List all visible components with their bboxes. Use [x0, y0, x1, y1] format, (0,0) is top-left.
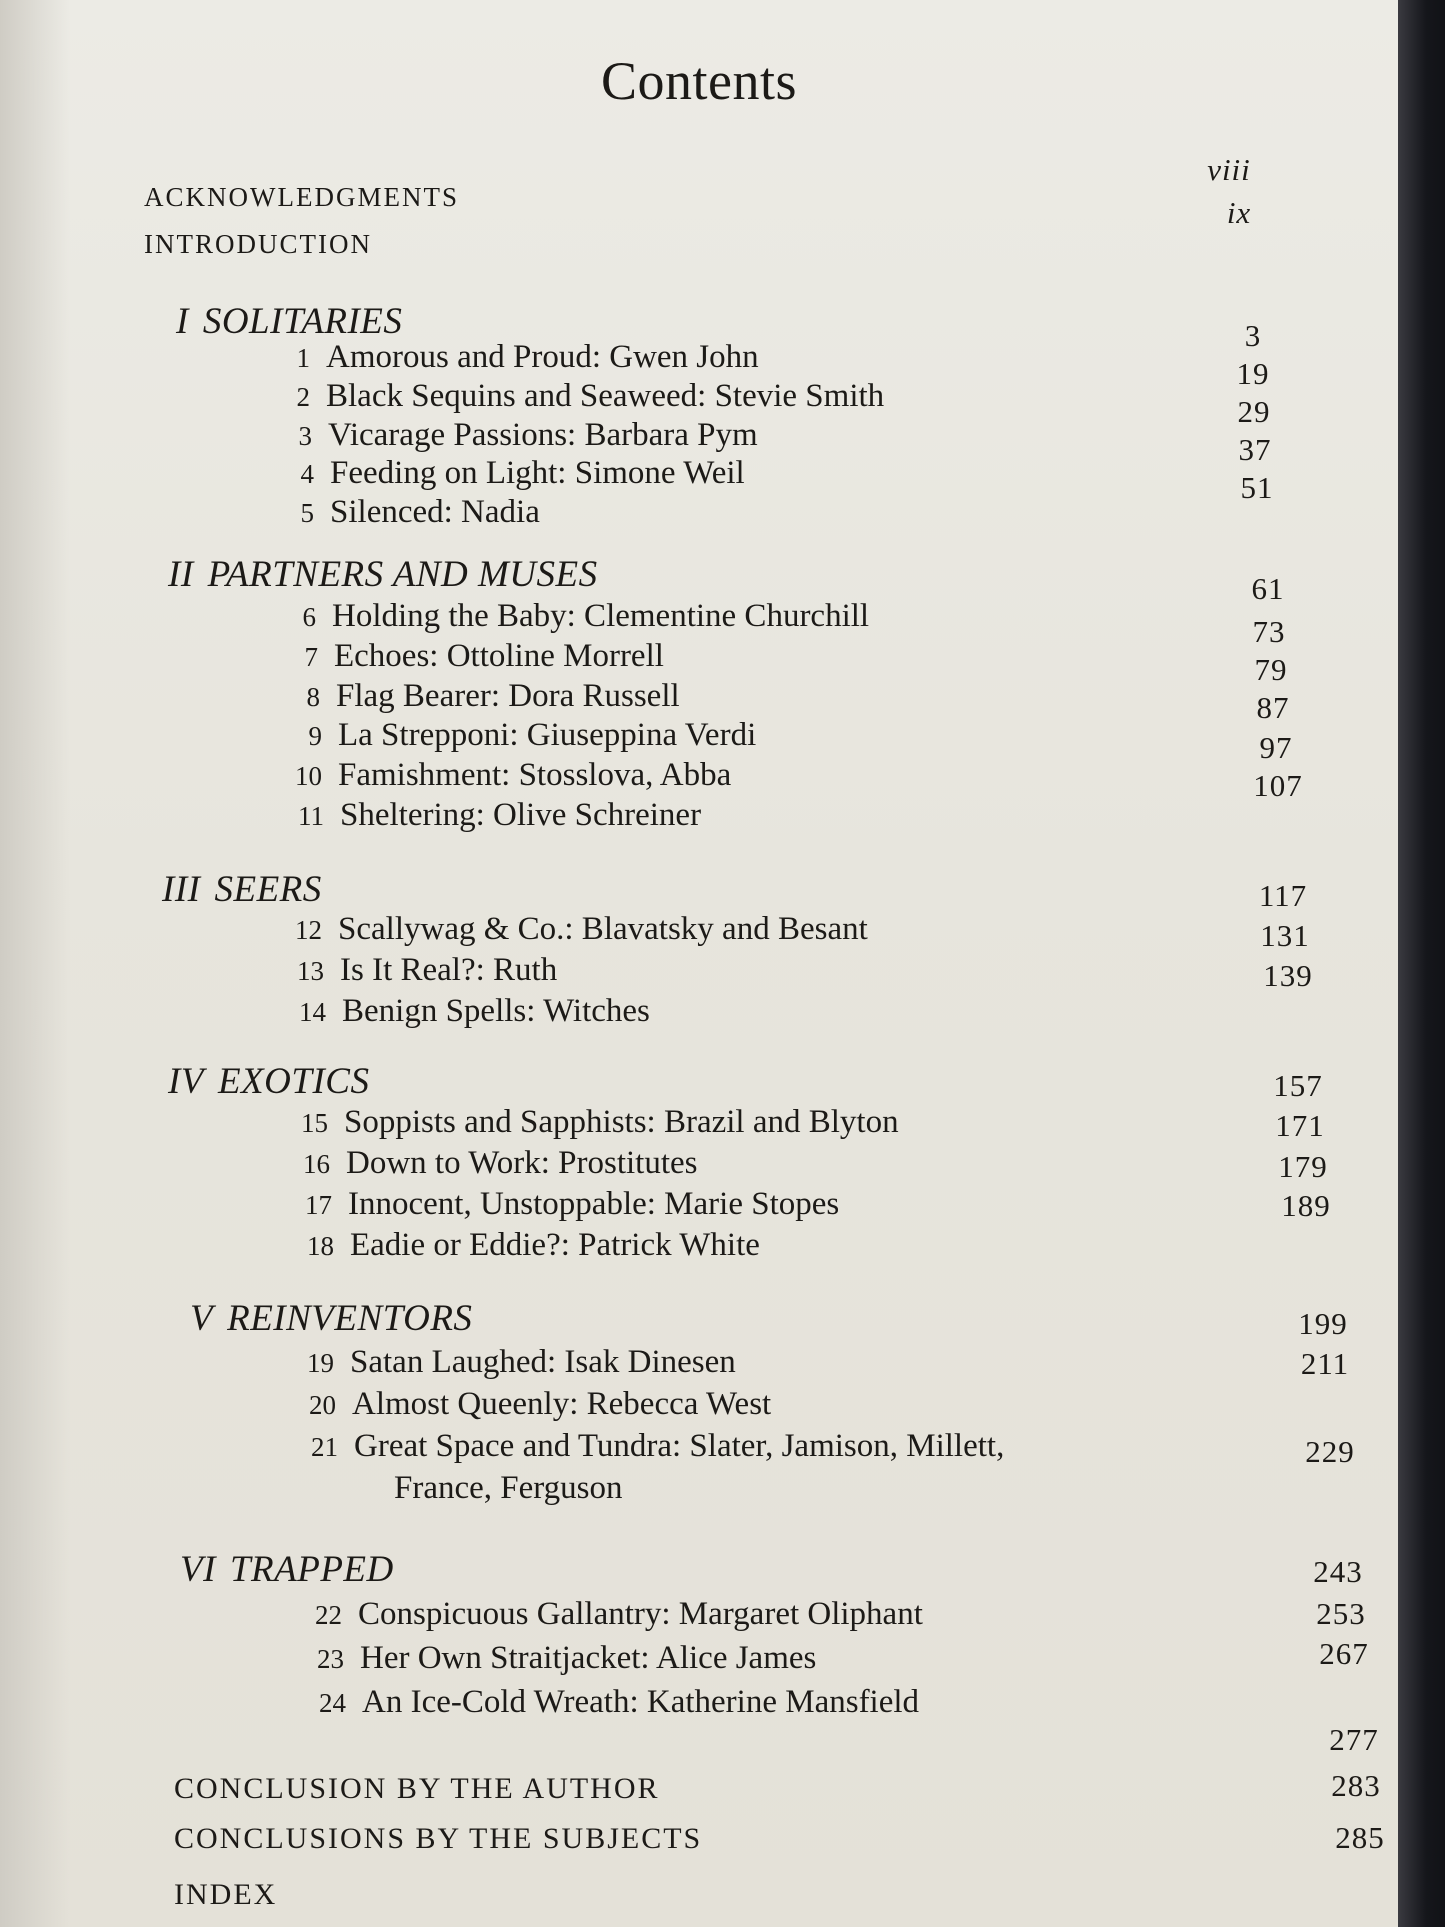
chapter-title: Holding the Baby: Clementine Churchill — [332, 598, 870, 634]
page-number: 97 — [1259, 730, 1293, 765]
chapter-number: 23 — [317, 1644, 344, 1674]
page-number: ix — [1226, 195, 1252, 230]
chapter-number: 12 — [295, 915, 322, 945]
back-matter-conclusion-author: CONCLUSION BY THE AUTHOR — [174, 1772, 660, 1805]
page-number: 29 — [1237, 394, 1271, 429]
part-title: PARTNERS AND MUSES — [207, 554, 598, 595]
chapter-entry — [276, 717, 756, 754]
page-number: 131 — [1260, 918, 1310, 953]
part-numeral: V — [190, 1298, 214, 1339]
chapter-number: 24 — [319, 1688, 346, 1718]
chapter-entry — [266, 417, 758, 454]
page-number: 267 — [1319, 1636, 1369, 1671]
chapter-title: Benign Spells: Witches — [342, 993, 650, 1029]
chapter-number: 19 — [307, 1348, 334, 1378]
chapter-number: 20 — [309, 1390, 336, 1420]
chapter-number: 17 — [305, 1190, 332, 1220]
part-numeral: II — [168, 554, 194, 595]
chapter-entry — [298, 1640, 816, 1677]
chapter-number: 2 — [296, 382, 310, 412]
page-number: 285 — [1335, 1820, 1385, 1855]
chapter-title: Black Sequins and Seaweed: Stevie Smith — [326, 378, 885, 414]
page-number: 243 — [1313, 1554, 1363, 1589]
front-matter-introduction: INTRODUCTION — [144, 229, 372, 259]
page-number: 73 — [1252, 614, 1286, 649]
part-title: EXOTICS — [217, 1061, 370, 1102]
chapter-title: Famishment: Stosslova, Abba — [338, 757, 732, 793]
chapter-title: Satan Laughed: Isak Dinesen — [350, 1344, 736, 1380]
chapter-entry — [296, 1596, 923, 1633]
page-number: 117 — [1258, 878, 1308, 913]
chapter-entry — [292, 1428, 1004, 1465]
chapter-entry — [300, 1684, 919, 1721]
part-numeral: I — [176, 301, 189, 342]
chapter-title-continuation: France, Ferguson — [394, 1470, 623, 1506]
part-title: REINVENTORS — [227, 1298, 473, 1339]
page-number: 107 — [1253, 768, 1303, 803]
chapter-entry — [288, 1344, 736, 1381]
chapter-number: 21 — [311, 1432, 338, 1462]
part-numeral: VI — [180, 1549, 216, 1590]
chapter-title: Down to Work: Prostitutes — [346, 1145, 698, 1181]
chapter-title: Scallywag & Co.: Blavatsky and Besant — [338, 911, 868, 947]
chapter-number: 4 — [300, 459, 314, 489]
chapter-entry — [278, 797, 701, 834]
page-number: 51 — [1240, 470, 1274, 505]
part-heading — [168, 1060, 369, 1103]
chapter-title: Eadie or Eddie?: Patrick White — [350, 1227, 760, 1263]
chapter-number: 9 — [308, 721, 322, 751]
chapter-title: Echoes: Ottoline Morrell — [334, 638, 664, 674]
part-title: SOLITARIES — [202, 301, 403, 342]
front-matter-acknowledgments: ACKNOWLEDGMENTS — [144, 182, 459, 212]
chapter-entry — [264, 378, 884, 415]
part-title: TRAPPED — [229, 1549, 394, 1590]
back-matter-conclusions-subjects: CONCLUSIONS BY THE SUBJECTS — [174, 1822, 703, 1855]
chapter-entry — [278, 952, 557, 989]
chapter-entry — [268, 455, 745, 492]
chapter-number: 6 — [302, 602, 316, 632]
chapter-number: 18 — [307, 1231, 334, 1261]
page-number: 157 — [1273, 1068, 1323, 1103]
chapter-entry — [284, 1145, 698, 1182]
part-title: SEERS — [214, 869, 322, 910]
page-number: 139 — [1263, 958, 1313, 993]
chapter-title: La Strepponi: Giuseppina Verdi — [338, 717, 757, 753]
chapter-number: 14 — [299, 997, 326, 1027]
chapter-number: 7 — [304, 642, 318, 672]
chapter-number: 1 — [296, 343, 310, 373]
chapter-title: Soppists and Sapphists: Brazil and Blyton — [344, 1104, 899, 1140]
dark-background — [1398, 0, 1445, 1927]
chapter-title: Almost Queenly: Rebecca West — [352, 1386, 772, 1422]
page-title: Contents — [600, 51, 797, 111]
chapter-title: Vicarage Passions: Barbara Pym — [328, 417, 758, 453]
chapter-entry — [270, 598, 869, 635]
page-number: 199 — [1298, 1306, 1348, 1341]
chapter-number: 3 — [298, 421, 312, 451]
part-heading — [176, 300, 402, 343]
chapter-number: 10 — [295, 761, 322, 791]
chapter-entry — [268, 494, 540, 531]
part-heading — [190, 1297, 472, 1340]
chapter-number: 15 — [301, 1108, 328, 1138]
page-number: 253 — [1316, 1596, 1366, 1631]
part-heading — [162, 868, 322, 911]
part-numeral: IV — [168, 1061, 204, 1102]
chapter-number: 16 — [303, 1149, 330, 1179]
chapter-title: Conspicuous Gallantry: Margaret Oliphant — [358, 1596, 923, 1632]
chapter-entry — [276, 757, 731, 794]
part-heading — [168, 553, 598, 596]
page-number: 3 — [1244, 318, 1262, 353]
chapter-title: An Ice-Cold Wreath: Katherine Mansfield — [362, 1684, 920, 1720]
chapter-title: Silenced: Nadia — [330, 494, 540, 530]
chapter-number: 8 — [306, 682, 320, 712]
page-number: 61 — [1251, 571, 1285, 606]
page-number: 229 — [1305, 1434, 1355, 1469]
page-number: 211 — [1300, 1346, 1350, 1381]
chapter-entry — [288, 1227, 760, 1264]
chapter-entry — [274, 678, 680, 715]
page-number: 37 — [1238, 432, 1272, 467]
part-heading — [180, 1548, 394, 1591]
chapter-entry — [286, 1186, 839, 1223]
chapter-title: Great Space and Tundra: Slater, Jamison, Millett, — [354, 1428, 1005, 1464]
chapter-title: Flag Bearer: Dora Russell — [336, 678, 680, 714]
chapter-number: 11 — [298, 801, 324, 831]
page-gutter-shadow — [0, 0, 70, 1927]
chapter-entry — [272, 638, 664, 675]
page-number: 19 — [1236, 356, 1270, 391]
chapter-entry — [290, 1386, 771, 1423]
page-number: 171 — [1275, 1108, 1325, 1143]
chapter-entry — [264, 339, 759, 376]
chapter-entry — [280, 993, 650, 1030]
chapter-entry — [282, 1104, 899, 1141]
chapter-number: 22 — [315, 1600, 342, 1630]
page-number: 189 — [1281, 1188, 1331, 1223]
chapter-title: Feeding on Light: Simone Weil — [330, 455, 745, 491]
page-number: 179 — [1278, 1149, 1328, 1184]
part-numeral: III — [162, 869, 201, 910]
chapter-title: Sheltering: Olive Schreiner — [340, 797, 702, 833]
chapter-entry — [276, 911, 868, 948]
chapter-title: Innocent, Unstoppable: Marie Stopes — [348, 1186, 840, 1222]
chapter-title: Her Own Straitjacket: Alice James — [360, 1640, 817, 1676]
page-number: 283 — [1331, 1768, 1381, 1803]
page-number: viii — [1207, 152, 1251, 187]
chapter-title: Amorous and Proud: Gwen John — [326, 339, 759, 375]
page-number: 79 — [1254, 652, 1288, 687]
chapter-number: 5 — [300, 498, 314, 528]
chapter-number: 13 — [297, 956, 324, 986]
page-number: 87 — [1256, 690, 1290, 725]
back-matter-index: INDEX — [174, 1878, 278, 1911]
page-number: 277 — [1329, 1722, 1379, 1757]
chapter-title: Is It Real?: Ruth — [340, 952, 558, 988]
